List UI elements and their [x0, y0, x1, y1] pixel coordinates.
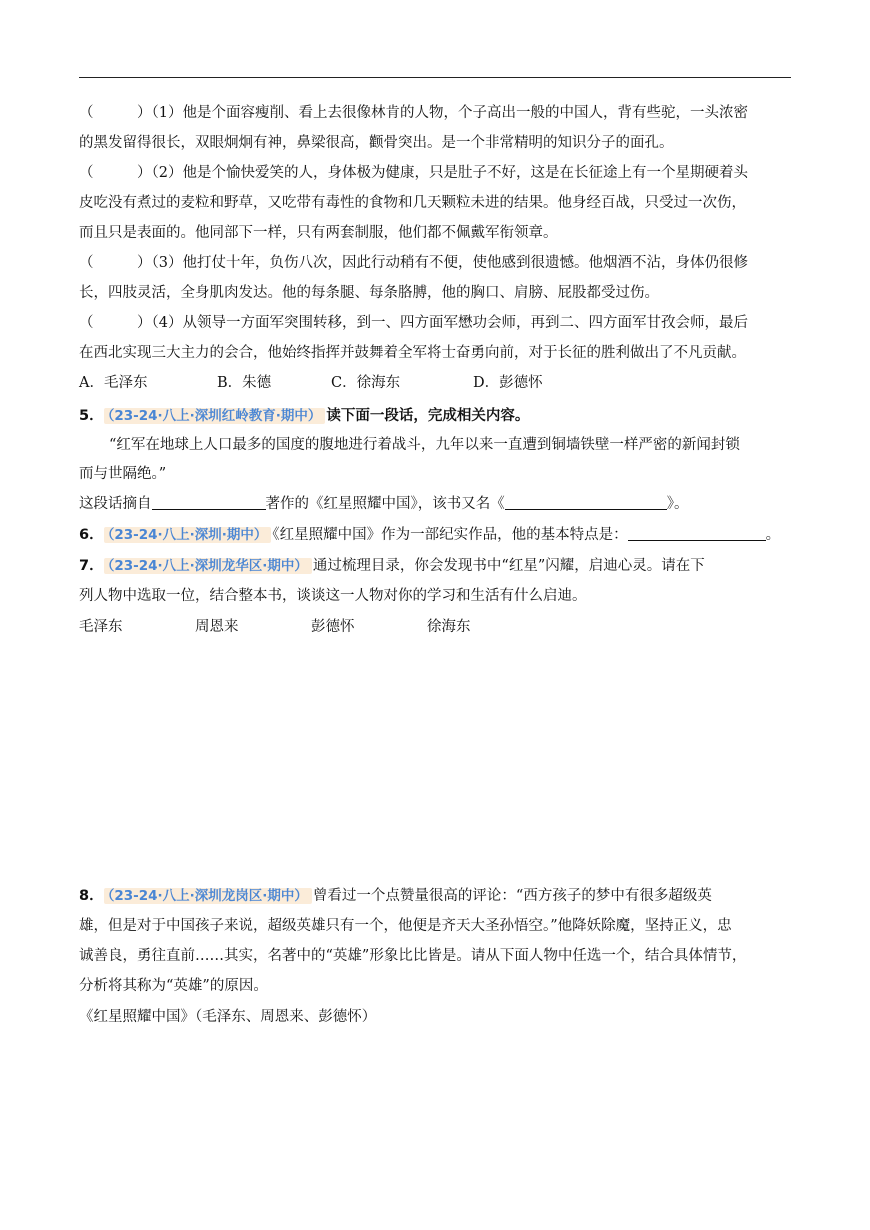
question-title: 读下面一段话，完成相关内容。 [326, 407, 530, 424]
question-number: 6． [79, 527, 104, 543]
answer-blank-alt-title[interactable] [505, 494, 667, 510]
q8-line-1: 8． （23-24·八上·深圳龙岗区·期中） 曾看过一个点赞量很高的评论：“西方孩子的梦中有很多超级英 [79, 888, 712, 904]
q7-line-2: 列人物中选取一位，结合整本书，谈谈这一人物对你的学习和生活有什么启迪。 [79, 588, 587, 604]
header-rule [79, 77, 791, 78]
q4-item-2-line-3: 而且只是表面的。他同部下一样，只有两套制服，他们都不佩戴军衔领章。 [79, 225, 558, 241]
q7-name-list [79, 617, 471, 637]
q8-line-2: 雄，但是对于中国孩子来说，超级英雄只有一个，他便是齐天大圣孙悟空。”他降妖除魔，坚持正义，忠 [79, 918, 732, 934]
q4-item-1-line-2: 的黑发留得很长，双眼炯炯有神，鼻梁很高，颧骨突出。是一个非常精明的知识分子的面孔。 [79, 135, 674, 151]
source-tag: （23-24·八上·深圳龙华区·期中） [104, 558, 312, 574]
option-c: C．徐海东 [331, 375, 401, 391]
answer-blank-feature[interactable] [628, 525, 766, 541]
q4-item-4-line-1: （ ）（4）从领导一方面军突围转移，到一、四方面军懋功会师，再到二、四方面军甘孜会师，最后 [79, 315, 748, 331]
q4-item-3-line-1: （ ）（3）他打仗十年，负伤八次，因此行动稍有不便，使他感到很遗憾。他烟酒不沾，身体仍很修 [79, 255, 748, 271]
question-number: 7． [79, 558, 104, 574]
q8-line-3: 诚善良，勇往直前……其实，名著中的“英雄”形象比比皆是。请从下面人物中任选一个，结合具体情节， [79, 948, 747, 964]
name-item: 毛泽东 [79, 619, 123, 635]
q4-item-1-line-1: （ ）（1）他是个面容瘦削、看上去很像林肯的人物，个子高出一般的中国人，背有些驼，一头浓密 [79, 105, 748, 121]
q5-quote-line-2: 而与世隔绝。” [79, 466, 167, 482]
q4-options [79, 373, 543, 393]
q8-line-4: 分析将其称为“英雄”的原因。 [79, 978, 268, 994]
answer-paren: （ ） [79, 165, 152, 181]
q4-item-2-line-2: 皮吃没有煮过的麦粒和野草，又吃带有毒性的食物和几天颗粒未进的结果。他身经百战，只受过一次伤， [79, 195, 746, 211]
option-d: D．彭德怀 [473, 375, 543, 391]
option-b: B．朱德 [217, 375, 272, 391]
q5-header [79, 406, 529, 426]
answer-blank-author[interactable] [152, 494, 266, 510]
q8-line-5: 《红星照耀中国》（毛泽东、周恩来、彭德怀） [79, 1009, 377, 1025]
answer-paren: （ ） [79, 315, 152, 331]
source-tag: （23-24·八上·深圳龙岗区·期中） [104, 888, 312, 904]
option-a: A．毛泽东 [79, 375, 148, 391]
question-number: 5． [79, 408, 104, 424]
q4-item-2-line-1: （ ）（2）他是个愉快爱笑的人，身体极为健康，只是肚子不好，这是在长征途上有一个星期硬着头 [79, 165, 748, 181]
name-item: 周恩来 [195, 619, 239, 635]
q5-fill-line: 这段话摘自 著作的《红星照耀中国》，该书又名《 》。 [79, 496, 689, 512]
question-number: 8． [79, 888, 104, 904]
answer-paren: （ ） [79, 255, 152, 271]
name-item: 徐海东 [427, 619, 471, 635]
name-item: 彭德怀 [311, 619, 355, 635]
answer-paren: （ ） [79, 105, 152, 121]
source-tag: （23-24·八上·深圳·期中） [104, 527, 272, 543]
q7-line-1: 7． （23-24·八上·深圳龙华区·期中） 通过梳理目录，你会发现书中“红星”闪耀，启迪心灵。请在下 [79, 558, 705, 574]
q6-line: 6． （23-24·八上·深圳·期中） 《红星照耀中国》作为一部纪实作品，他的基本特点是： 。 [79, 527, 781, 543]
q5-quote-line-1: “红军在地球上人口最多的国度的腹地进行着战斗，九年以来一直遭到铜墙铁壁一样严密的新闻封锁 [109, 437, 740, 453]
q4-item-3-line-2: 长，四肢灵活，全身肌肉发达。他的每条腿、每条胳膊，他的胸口、肩膀、屁股都受过伤。 [79, 285, 659, 301]
source-tag: （23-24·八上·深圳红岭教育·期中） [104, 408, 326, 424]
q4-item-4-line-2: 在西北实现三大主力的会合，他始终指挥并鼓舞着全军将士奋勇向前，对于长征的胜利做出了不凡贡献。 [79, 345, 746, 361]
